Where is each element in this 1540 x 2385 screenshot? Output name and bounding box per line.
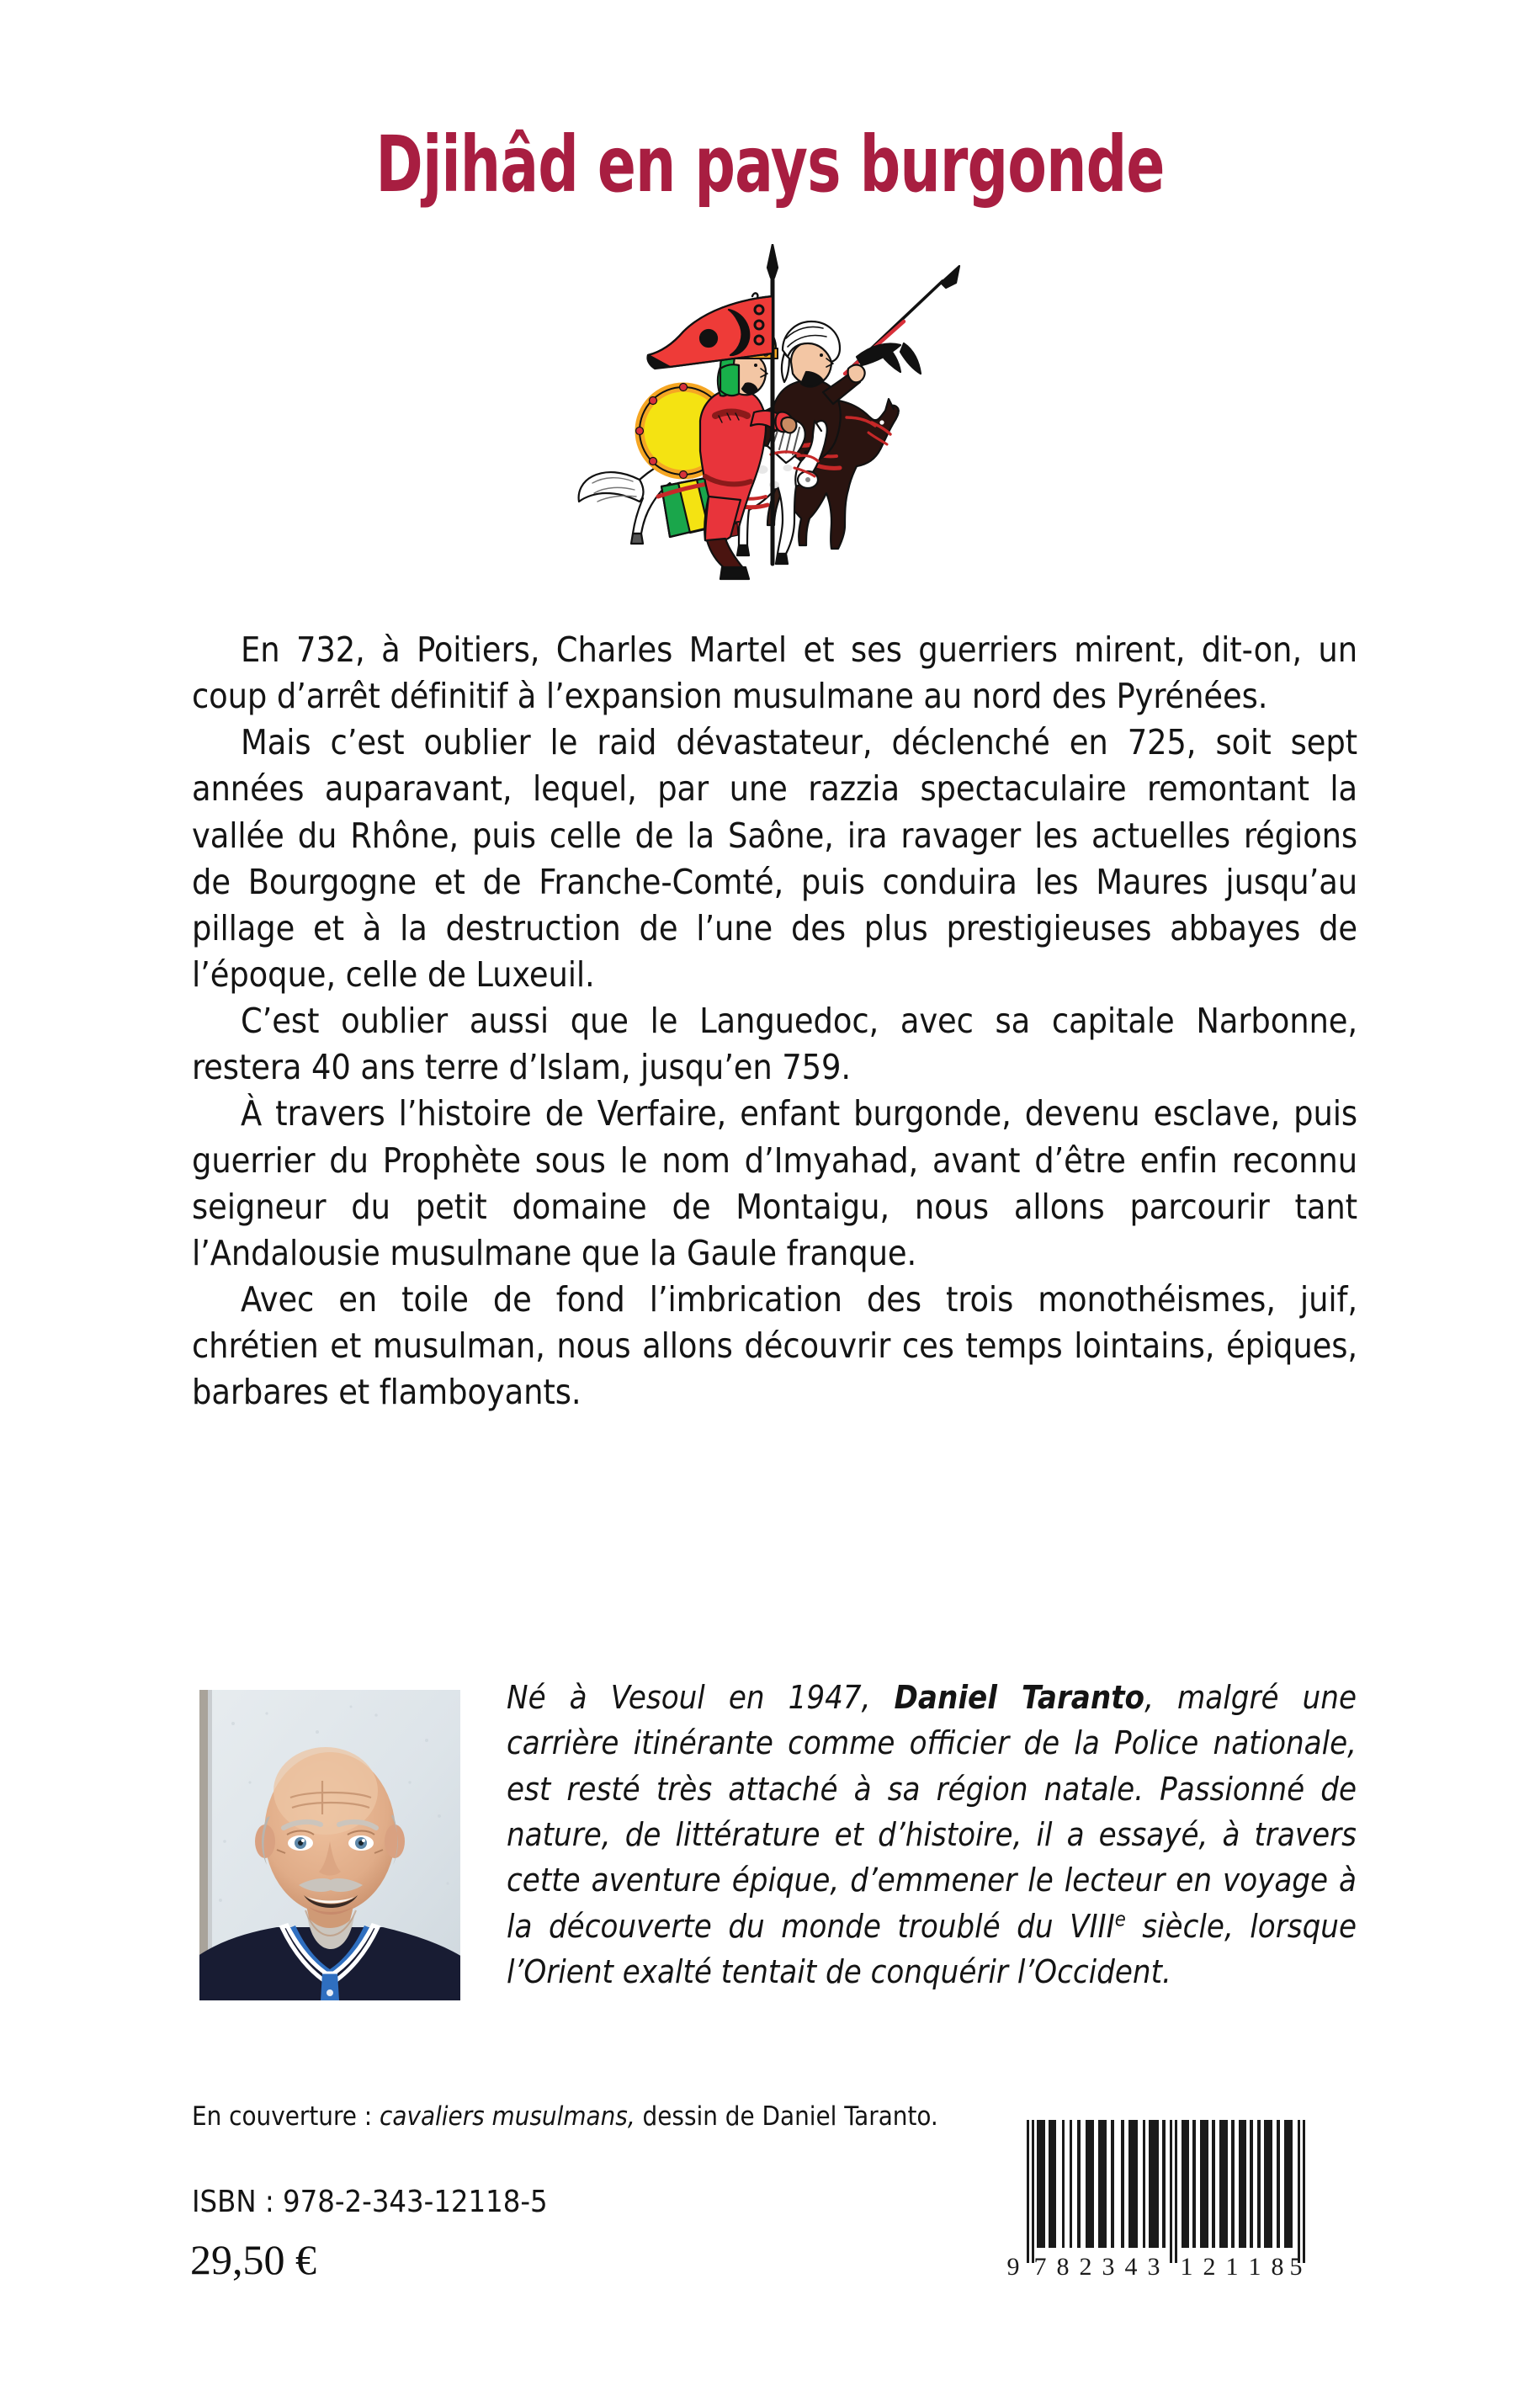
- author-section: [199, 1679, 1357, 2003]
- svg-text:1: 1: [1180, 2253, 1193, 2278]
- svg-text:2: 2: [1203, 2253, 1216, 2278]
- svg-text:4: 4: [1124, 2253, 1138, 2278]
- century-ordinal-suffix: e: [1114, 1906, 1126, 1931]
- ean13-barcode: [1003, 2113, 1314, 2278]
- svg-text:8: 8: [1271, 2253, 1284, 2278]
- blurb-paragraph: C’est oublier aussi que le Languedoc, avec sa capitale Narbonne, restera 40 ans terre d’Islam, jusqu’en 759.: [192, 1001, 1357, 1088]
- svg-text:1: 1: [1225, 2253, 1239, 2278]
- blurb-paragraph: À travers l’histoire de Verfaire, enfant burgonde, devenu esclave, puis guerrier du Prophète sous le nom d’Imyahad, avant d’être enfin reconnu seigneur du petit domaine de Montaigu, nous allons parcourir tant l’Andalousie musulmane que la Gaule franque.: [192, 1093, 1357, 1273]
- price-label: 29,50 €: [190, 2236, 316, 2283]
- author-photo: [199, 1690, 460, 2000]
- cover-credit-suffix: dessin de Daniel Taranto.: [635, 2101, 938, 2132]
- isbn-line: ISBN : 978-2-343-12118-5: [192, 2185, 548, 2219]
- blurb-paragraph: Avec en toile de fond l’imbrication des trois monothéismes, juif, chrétien et musulman, nous allons découvrir ces temps lointains, épiques, barbares et flamboyants.: [192, 1278, 1357, 1413]
- bio-text-after-name: , malgré une carrière itinérante comme officier de la Police nationale, est resté très attaché à sa région natale. Passionné de nature, de littérature et d’histoire, il a essayé, à travers cette aventure épique, d’emmener le lecteur en voyage à la découverte du monde troublé du VIII: [507, 1679, 1357, 1945]
- barcode-lead-digit: 9: [1006, 2253, 1020, 2278]
- blurb-paragraph: Mais c’est oublier le raid dévastateur, déclenché en 725, soit sept années auparavant, lequel, par une razzia spectaculaire remontant la vallée du Rhône, puis celle de la Saône, ira ravager les actuelles régions de Bourgogne et de Franche-Comté, puis conduira les Maures jusqu’au pillage et à la destruction de l’une des plus prestigieuses abbayes de l’époque, celle de Luxeuil.: [192, 722, 1357, 995]
- svg-text:3: 3: [1102, 2253, 1115, 2278]
- svg-text:1: 1: [1248, 2253, 1261, 2278]
- svg-text:7: 7: [1033, 2253, 1047, 2278]
- cover-credit-artwork-title: cavaliers musulmans,: [380, 2101, 635, 2132]
- cover-credit: [192, 2101, 938, 2132]
- svg-text:2: 2: [1079, 2253, 1092, 2278]
- page-title: Djihâd en pays burgonde: [375, 120, 1165, 210]
- svg-text:5: 5: [1289, 2253, 1303, 2278]
- book-description: [192, 627, 1357, 1416]
- author-name: Daniel Taranto: [894, 1679, 1145, 1716]
- bio-text-end: siècle, lorsque l’Orient exalté tentait de conquérir l’Occident.: [507, 1907, 1357, 1990]
- author-bio: [507, 1675, 1357, 1995]
- blurb-paragraph: En 732, à Poitiers, Charles Martel et ses guerriers mirent, dit-on, un coup d’arrêt définitif à l’expansion musulmane au nord des Pyrénées.: [192, 629, 1357, 717]
- spear-with-pennant: [845, 266, 959, 374]
- bio-text-before-name: Né à Vesoul en 1947,: [507, 1679, 895, 1716]
- svg-text:3: 3: [1147, 2253, 1160, 2278]
- cover-credit-prefix: En couverture :: [192, 2101, 380, 2132]
- cavaliers-musulmans-illustration: [505, 244, 976, 598]
- svg-text:8: 8: [1056, 2253, 1070, 2278]
